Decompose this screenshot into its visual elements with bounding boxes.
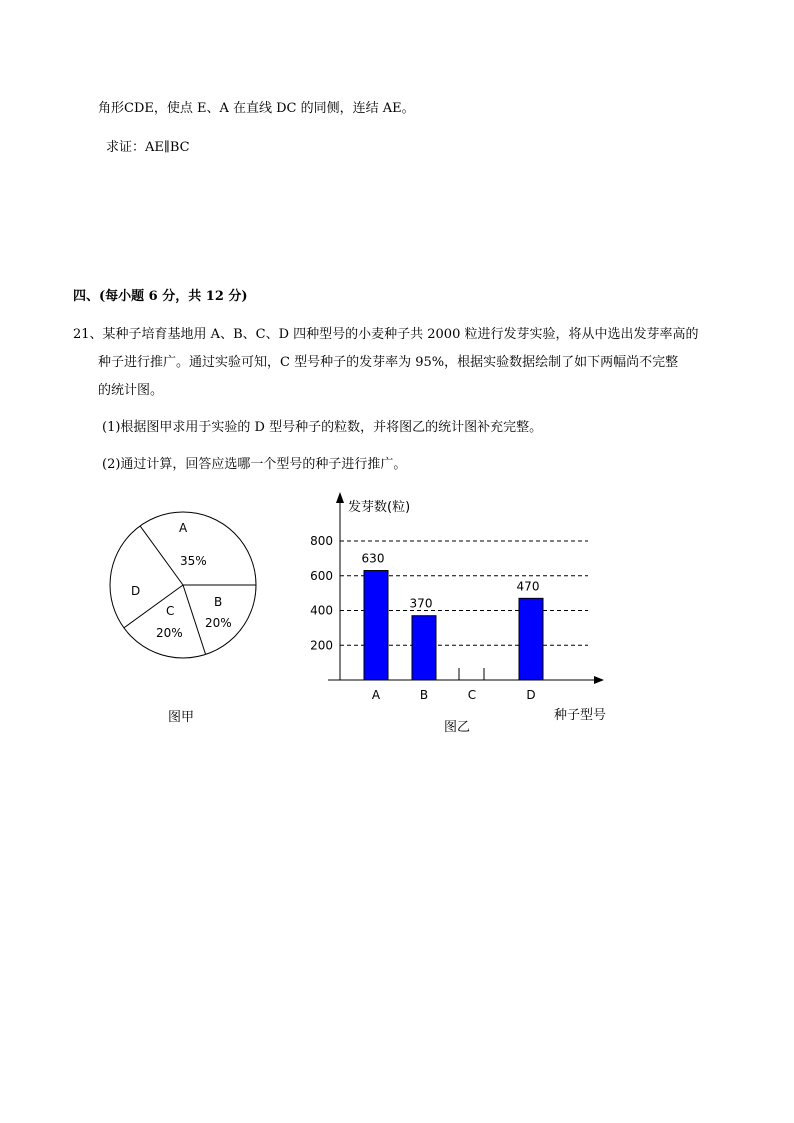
bar-category-label-b: B	[419, 688, 429, 702]
section-heading: 四、(每小题 6 分，共 12 分)	[73, 289, 248, 304]
bar-ytick-label-600: 600	[310, 568, 333, 583]
problem21-question-1: (1)根据图甲求用于实验的 D 型号种子的粒数，并将图乙的统计图补充完整。	[102, 420, 543, 435]
y-axis-arrow	[336, 492, 344, 503]
pie-caption: 图甲	[168, 710, 195, 725]
previous-problem-line-2: 求证：AE∥BC	[106, 140, 190, 155]
pie-value-b: 20%	[205, 616, 232, 630]
previous-problem-line-1: 角形CDE，使点 E、A 在直线 DC 的同侧，连结 AE。	[98, 101, 415, 116]
bar-xlabel: 种子型号	[554, 708, 607, 723]
x-axis-arrow	[594, 676, 604, 684]
bar-ytick-label-200: 200	[310, 638, 333, 653]
pie-value-a: 35%	[180, 554, 207, 568]
problem21-line-2: 种子进行推广。通过实验可知，C 型号种子的发芽率为 95%，根据实验数据绘制了如下两幅尚不完整	[98, 355, 679, 370]
bar-category-label-d: D	[526, 688, 536, 702]
bar-a	[364, 571, 388, 680]
bar-value-label-d: 470	[516, 579, 540, 594]
pie-label-b: B	[214, 595, 223, 609]
problem21-line-3: 的统计图。	[98, 383, 164, 398]
bar-ytick-label-400: 400	[310, 603, 333, 618]
bar-category-label-c: C	[467, 688, 477, 702]
pie-label-d: D	[131, 584, 141, 598]
pie-value-c: 20%	[156, 626, 183, 640]
bar-value-label-a: 630	[361, 551, 385, 566]
bar-ytick-label-800: 800	[310, 534, 333, 548]
problem21-question-2: (2)通过计算，回答应选哪一个型号的种子进行推广。	[102, 457, 407, 472]
pie-label-c: C	[166, 604, 175, 618]
problem21-line-1: 21、某种子培育基地用 A、B、C、D 四种型号的小麦种子共 2000 粒进行发芽实验，将从中选出发芽率高的	[73, 327, 699, 342]
bar-ylabel: 发芽数(粒)	[348, 500, 411, 515]
bar-value-label-b: 370	[409, 596, 433, 611]
bar-b	[412, 616, 436, 680]
bar-category-label-a: A	[371, 688, 381, 702]
bar-d	[519, 598, 543, 680]
bar-title: 图乙	[444, 720, 471, 735]
pie-label-a: A	[179, 521, 188, 535]
